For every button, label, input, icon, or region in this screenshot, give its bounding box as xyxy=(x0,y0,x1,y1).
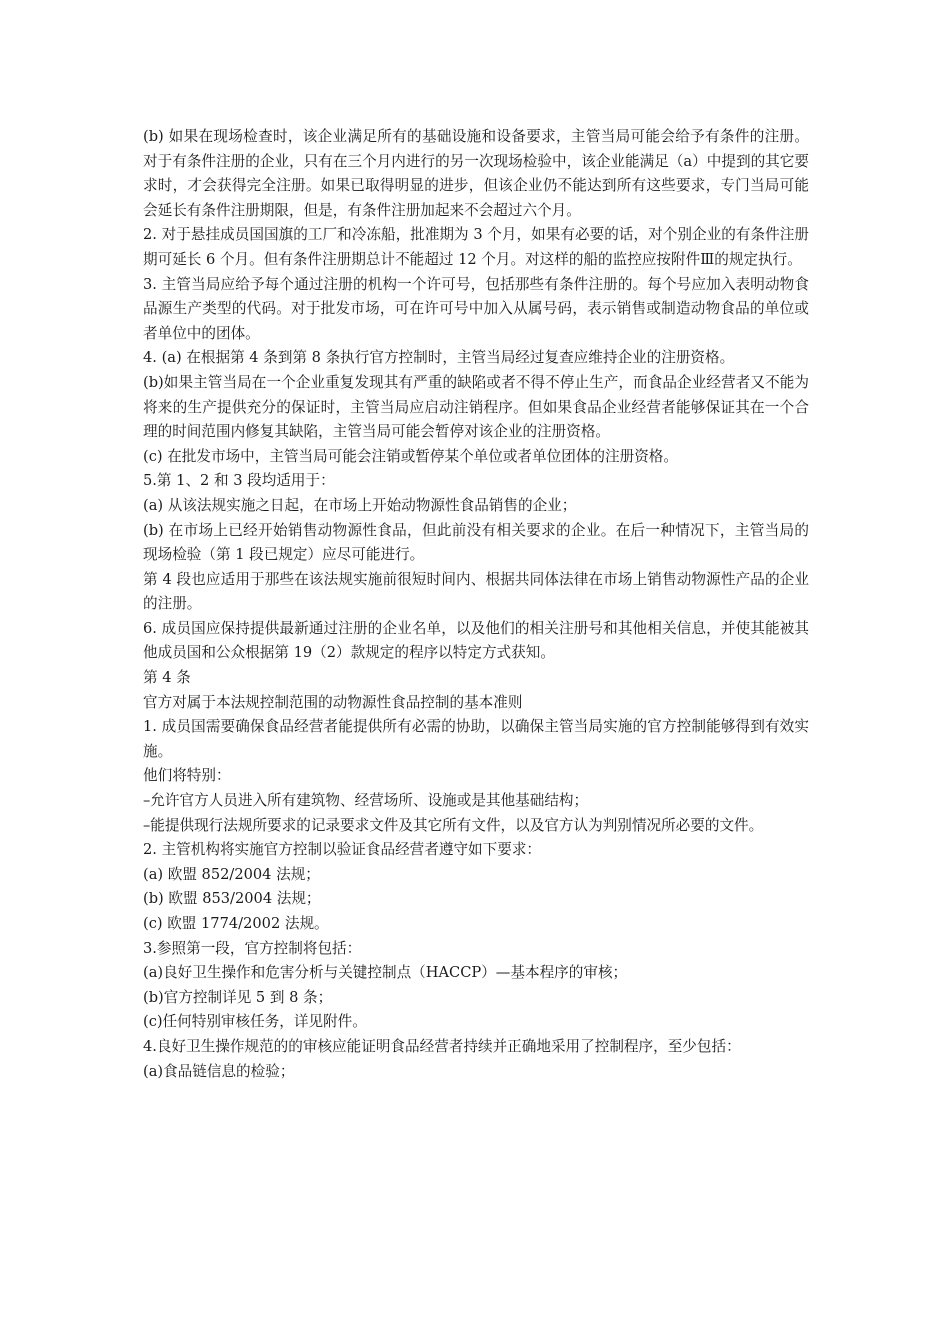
article-4-point-2: 2. 主管机构将实施官方控制以验证食品经营者遵守如下要求： xyxy=(143,841,542,859)
article-4-point-2c: (c) 欧盟 1774/2002 法规。 xyxy=(143,915,329,932)
article-4-point-4: 4.良好卫生操作规范的的审核应能证明食品经营者持续并正确地采用了控制程序，至少包括： xyxy=(143,1037,741,1055)
paragraph-4c-wholesale-markets: (c) 在批发市场中，主管当局可能会注销或暂停某个单位或者单位团体的注册资格。 xyxy=(143,447,678,465)
article-4-point-3a: (a)良好卫生操作和危害分析与关键控制点（HACCP）—基本程序的审核； xyxy=(143,964,628,982)
article-4-point-3b: (b)官方控制详见 5 到 8 条； xyxy=(143,988,333,1006)
paragraph-4b-withdrawal: (b)如果主管当局在一个企业重复发现其有严重的缺陷或者不得不停止生产，而食品企业经营者又不能为将来的生产提供充分的保证时，主管当局应启动注销程序。但如果食品企业经营者能够保证其在一个合理的时间范围内修复其缺陷，主管当局可能会暂停对该企业的注册资格。 xyxy=(143,373,809,441)
paragraph-conditional-registration: (b) 如果在现场检查时，该企业满足所有的基础设施和设备要求，主管当局可能会给予有条件的注册。对于有条件注册的企业，只有在三个月内进行的另一次现场检验中，该企业能满足（a）中提到的其它要求时，才会获得完全注册。如果已取得明显的进步，但该企业仍不能达到所有这些要求，专门当局可能会延长有条件注册期限，但是，有条件注册加起来不会超过六个月。 xyxy=(143,128,809,219)
article-4-point-3: 3.参照第一段，官方控制将包括： xyxy=(143,939,362,957)
paragraph-5-applicability: 5.第 1、2 和 3 段均适用于： xyxy=(143,472,335,490)
article-4-point-2a: (a) 欧盟 852/2004 法规； xyxy=(143,865,320,883)
paragraph-6-establishment-list: 6. 成员国应保持提供最新通过注册的企业名单，以及他们的相关注册号和其他相关信息，并使其能被其他成员国和公众根据第 19（2）款规定的程序以特定方式获知。 xyxy=(143,619,809,662)
article-4-point-3c: (c)任何特别审核任务，详见附件。 xyxy=(143,1013,367,1031)
paragraph-2-factory-vessels: 2. 对于悬挂成员国国旗的工厂和冷冻船，批准期为 3 个月，如果有必要的话，对个别企业的有条件注册期可延长 6 个月。但有条件注册期总计不能超过 12 个月。对这样的船的监控应按附件Ⅲ的规定执行。 xyxy=(143,226,809,268)
paragraph-5b: (b) 在市场上已经开始销售动物源性食品，但此前没有相关要求的企业。在后一种情况下，主管当局的现场检验（第 1 段已规定）应尽可能进行。 xyxy=(143,521,809,564)
article-4-heading: 第 4 条 xyxy=(143,669,191,687)
paragraph-5a: (a) 从该法规实施之日起，在市场上开始动物源性食品销售的企业； xyxy=(143,496,577,514)
document-body xyxy=(143,125,809,1084)
paragraph-3-approval-number: 3. 主管当局应给予每个通过注册的机构一个许可号，包括那些有条件注册的。每个号应加入表明动物食品源生产类型的代码。对于批发市场，可在许可号中加入从属号码，表示销售或制造动物食品的单位或者单位中的团体。 xyxy=(143,275,809,342)
article-4-point-1-dash-2: –能提供现行法规所要求的记录要求文件及其它所有文件，以及官方认为判别情况所必要的文件。 xyxy=(143,816,764,834)
paragraph-4a-maintain-registration: 4. (a) 在根据第 4 条到第 8 条执行官方控制时，主管当局经过复查应维持企业的注册资格。 xyxy=(143,349,735,367)
article-4-point-4a: (a)食品链信息的检验； xyxy=(143,1062,295,1080)
article-4-point-2b: (b) 欧盟 853/2004 法规； xyxy=(143,890,321,908)
article-4-point-1-dash-1: –允许官方人员进入所有建筑物、经营场所、设施或是其他基础结构； xyxy=(143,792,589,810)
paragraph-5-paragraph-4: 第 4 段也应适用于那些在该法规实施前很短时间内、根据共同体法律在市场上销售动物源性产品的企业的注册。 xyxy=(143,570,809,613)
article-4-title: 官方对属于本法规控制范围的动物源性食品控制的基本准则 xyxy=(143,693,523,711)
article-4-point-1: 1. 成员国需要确保食品经营者能提供所有必需的协助，以确保主管当局实施的官方控制能够得到有效实施。 xyxy=(143,718,809,760)
article-4-point-1-intro: 他们将特别： xyxy=(143,767,231,785)
